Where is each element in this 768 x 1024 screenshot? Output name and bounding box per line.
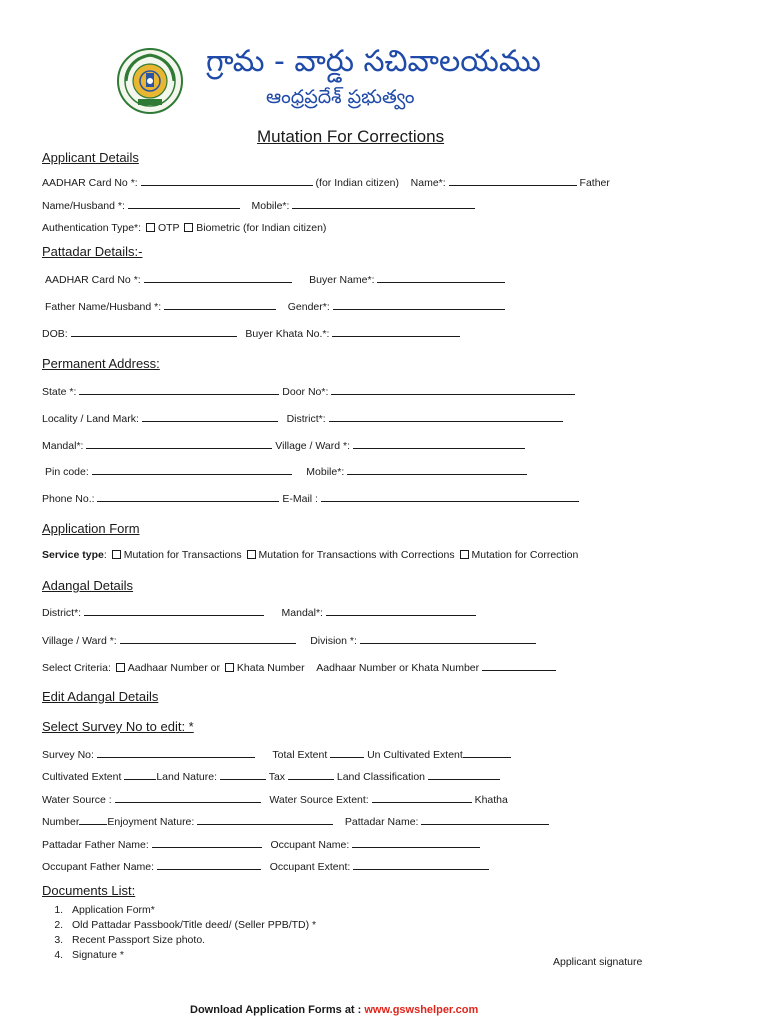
dob-label: DOB: xyxy=(42,328,68,340)
adangal-mandal-field[interactable] xyxy=(326,606,476,616)
pattadar-father-name-label: Pattadar Father Name: xyxy=(42,839,149,851)
pattadar-row-3 xyxy=(42,327,460,340)
gender-field[interactable] xyxy=(333,300,505,310)
occupant-name-label: Occupant Name: xyxy=(270,839,350,851)
survey-row-2 xyxy=(42,770,500,783)
dob-field[interactable] xyxy=(71,327,237,337)
district-field[interactable] xyxy=(329,412,563,422)
survey-no-field[interactable] xyxy=(97,748,255,758)
uncultivated-field[interactable] xyxy=(463,748,511,758)
applicant-row-1 xyxy=(42,176,610,189)
service-opt2-checkbox[interactable] xyxy=(247,550,256,559)
documents-heading: Documents List: xyxy=(42,883,136,898)
criteria-khata-checkbox[interactable] xyxy=(225,663,234,672)
water-extent-label: Water Source Extent: xyxy=(269,794,369,806)
buyer-name-field[interactable] xyxy=(377,273,505,283)
cultivated-label: Cultivated Extent xyxy=(42,771,122,783)
otp-checkbox[interactable] xyxy=(146,223,155,232)
adangal-mandal-label: Mandal*: xyxy=(281,607,323,619)
service-type-label: Service type xyxy=(42,549,104,561)
service-opt1-checkbox[interactable] xyxy=(112,550,121,559)
criteria-aadhaar-checkbox[interactable] xyxy=(116,663,125,672)
adangal-district-label: District*: xyxy=(42,607,82,619)
address-row-2 xyxy=(42,412,563,425)
pattadar-row-1 xyxy=(45,273,505,286)
tax-label: Tax xyxy=(268,771,286,783)
criteria-input-field[interactable] xyxy=(482,661,556,671)
father-label-a: Father xyxy=(579,177,610,189)
pattadar-heading: Pattadar Details:- xyxy=(42,244,143,259)
water-source-field[interactable] xyxy=(115,793,261,803)
address-mobile-label: Mobile*: xyxy=(306,466,345,478)
auth-type-label: Authentication Type*: xyxy=(42,222,142,234)
service-opt3-label: Mutation for Correction xyxy=(471,549,579,561)
criteria-row xyxy=(42,661,556,674)
address-heading: Permanent Address: xyxy=(42,356,160,371)
criteria-input-label: Aadhaar Number or Khata Number xyxy=(316,662,480,674)
applicant-heading: Applicant Details xyxy=(42,150,139,165)
total-extent-label: Total Extent xyxy=(272,749,328,761)
aadhar-note: (for Indian citizen) xyxy=(315,177,399,189)
phone-label: Phone No.: xyxy=(42,493,95,505)
khatha-label-b: Number xyxy=(42,816,80,828)
aadhar-label: AADHAR Card No *: xyxy=(42,177,138,189)
applicant-row-2 xyxy=(42,199,475,212)
criteria-khata-label: Khata Number xyxy=(236,662,305,674)
division-field[interactable] xyxy=(360,634,536,644)
pattadar-aadhar-label: AADHAR Card No *: xyxy=(45,274,141,286)
enjoyment-label: Enjoyment Nature: xyxy=(107,816,195,828)
pattadar-father-field[interactable] xyxy=(164,300,276,310)
water-source-label: Water Source : xyxy=(42,794,112,806)
district-label: District*: xyxy=(286,413,326,425)
father-label-b: Name/Husband *: xyxy=(42,200,125,212)
land-class-label: Land Classification xyxy=(336,771,426,783)
water-extent-field[interactable] xyxy=(372,793,472,803)
land-nature-field[interactable] xyxy=(220,770,266,780)
locality-label: Locality / Land Mark: xyxy=(42,413,139,425)
address-row-1 xyxy=(42,385,575,398)
biometric-checkbox[interactable] xyxy=(184,223,193,232)
occupant-extent-label: Occupant Extent: xyxy=(269,861,351,873)
mandal-label: Mandal*: xyxy=(42,440,84,452)
applicant-row-3 xyxy=(42,222,326,234)
address-row-3 xyxy=(42,439,525,452)
pattadar-name-field[interactable] xyxy=(421,815,549,825)
footer xyxy=(190,1004,478,1016)
uncultivated-label: Un Cultivated Extent xyxy=(367,749,463,761)
buyer-name-label: Buyer Name*: xyxy=(309,274,375,286)
pin-label: Pin code: xyxy=(45,466,89,478)
document-item: 1. Application Form* xyxy=(66,903,316,918)
mandal-field[interactable] xyxy=(86,439,272,449)
khatha-field[interactable] xyxy=(79,815,107,825)
enjoyment-field[interactable] xyxy=(197,815,333,825)
address-row-4 xyxy=(45,465,527,478)
occupant-name-field[interactable] xyxy=(352,838,480,848)
survey-no-label: Survey No: xyxy=(42,749,94,761)
criteria-label: Select Criteria: xyxy=(42,662,111,674)
documents-list xyxy=(46,903,316,963)
village-field[interactable] xyxy=(353,439,525,449)
khatha-label-a: Khatha xyxy=(474,794,508,806)
pin-field[interactable] xyxy=(92,465,292,475)
biometric-label: Biometric (for Indian citizen) xyxy=(196,222,327,234)
division-label: Division *: xyxy=(310,635,357,647)
gender-label: Gender*: xyxy=(287,301,330,313)
address-row-5 xyxy=(42,492,579,505)
footer-link[interactable]: www.gswshelper.com xyxy=(364,1004,479,1016)
aadhar-field[interactable] xyxy=(141,176,313,186)
village-label: Village / Ward *: xyxy=(275,440,350,452)
service-opt1-label: Mutation for Transactions xyxy=(123,549,242,561)
email-field[interactable] xyxy=(321,492,579,502)
document-item: 4. Signature * xyxy=(66,948,316,963)
survey-row-3 xyxy=(42,793,508,806)
name-field[interactable] xyxy=(449,176,577,186)
occupant-father-field[interactable] xyxy=(157,860,261,870)
pattadar-name-label: Pattadar Name: xyxy=(344,816,419,828)
emblem-icon xyxy=(116,47,184,115)
adangal-district-field[interactable] xyxy=(84,606,264,616)
survey-row-4 xyxy=(42,815,549,828)
pattadar-father-label: Father Name/Husband *: xyxy=(45,301,162,313)
criteria-aadhaar-label: Aadhaar Number or xyxy=(127,662,220,674)
service-opt3-checkbox[interactable] xyxy=(460,550,469,559)
otp-label: OTP xyxy=(157,222,180,234)
document-item: 3. Recent Passport Size photo. xyxy=(66,933,316,948)
pattadar-father-name-field[interactable] xyxy=(152,838,262,848)
tax-field[interactable] xyxy=(288,770,334,780)
state-label: State *: xyxy=(42,386,77,398)
mobile-label: Mobile*: xyxy=(251,200,290,212)
mobile-field[interactable] xyxy=(292,199,475,209)
adangal-row-1 xyxy=(42,606,476,619)
service-opt2-label: Mutation for Transactions with Corrections xyxy=(258,549,455,561)
buyer-khata-field[interactable] xyxy=(332,327,460,337)
land-nature-label: Land Nature: xyxy=(156,771,218,783)
select-survey-heading: Select Survey No to edit: * xyxy=(42,719,194,734)
emblem-logo xyxy=(116,47,184,115)
logo-telugu-line1: గ్రామ - వార్డు సచివాలయము xyxy=(206,44,541,79)
phone-field[interactable] xyxy=(97,492,279,502)
adangal-heading: Adangal Details xyxy=(42,578,134,593)
adangal-village-label: Village / Ward *: xyxy=(42,635,117,647)
cultivated-field[interactable] xyxy=(124,770,156,780)
survey-row-5 xyxy=(42,838,480,851)
buyer-khata-label: Buyer Khata No.*: xyxy=(245,328,330,340)
adangal-row-2 xyxy=(42,634,536,647)
adangal-village-field[interactable] xyxy=(120,634,296,644)
address-mobile-field[interactable] xyxy=(347,465,527,475)
land-class-field[interactable] xyxy=(428,770,500,780)
footer-prefix: Download Application Forms at : xyxy=(190,1004,365,1016)
survey-row-1 xyxy=(42,748,511,761)
document-item: 2. Old Pattadar Passbook/Title deed/ (Seller PPB/TD) * xyxy=(66,918,316,933)
door-field[interactable] xyxy=(331,385,575,395)
page-title: Mutation For Corrections xyxy=(257,127,445,146)
application-heading: Application Form xyxy=(42,521,140,536)
occupant-father-label: Occupant Father Name: xyxy=(42,861,155,873)
logo-telugu-line2: ఆంధ్రప్రదేశ్ ప్రభుత్వం xyxy=(266,86,415,108)
father-field[interactable] xyxy=(128,199,240,209)
state-field[interactable] xyxy=(79,385,279,395)
locality-field[interactable] xyxy=(142,412,278,422)
applicant-signature-label: Applicant signature xyxy=(553,956,643,968)
door-label: Door No*: xyxy=(282,386,329,398)
total-extent-field[interactable] xyxy=(330,748,364,758)
pattadar-aadhar-field[interactable] xyxy=(144,273,292,283)
service-type-row: Service type: Mutation for Transactions Mutation for Transactions with Corrections Mutation for Correction xyxy=(42,549,579,561)
survey-row-6 xyxy=(42,860,489,873)
name-label: Name*: xyxy=(410,177,446,189)
email-label: E-Mail : xyxy=(282,493,318,505)
edit-adangal-heading: Edit Adangal Details xyxy=(42,689,159,704)
occupant-extent-field[interactable] xyxy=(353,860,489,870)
pattadar-row-2 xyxy=(45,300,505,313)
